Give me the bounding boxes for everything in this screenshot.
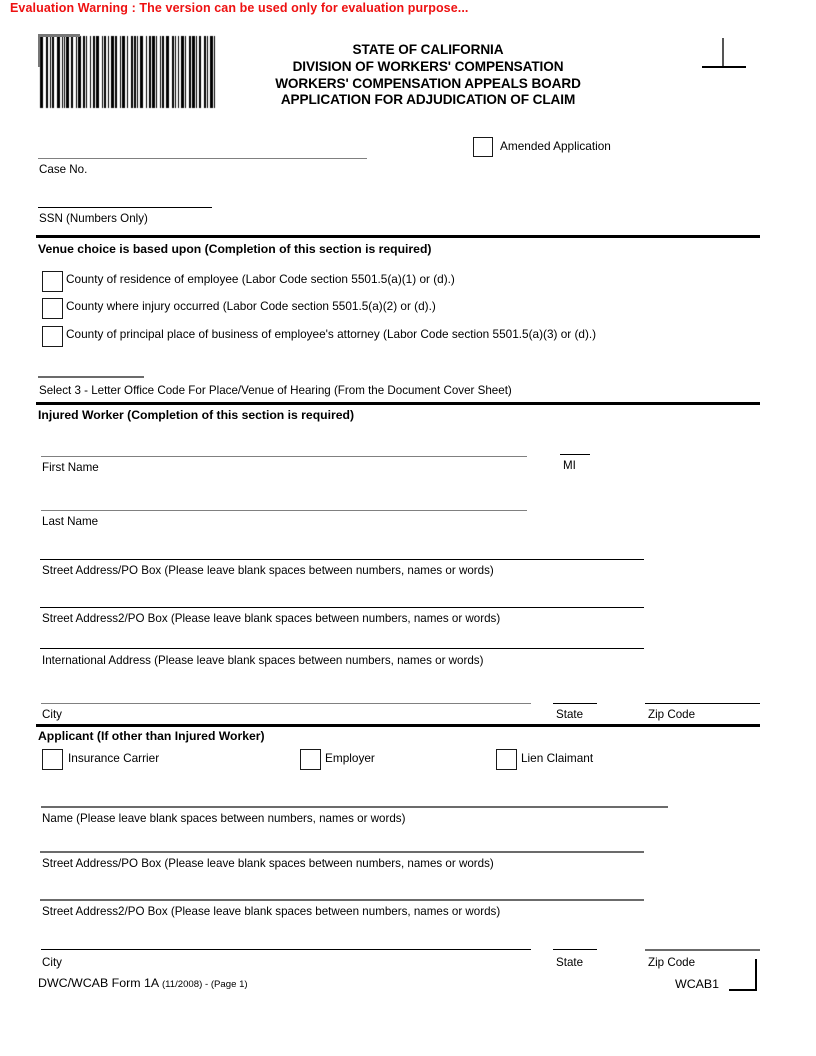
iw-street-address2-input-rule[interactable]: [40, 607, 644, 608]
section-title-injured-worker: Injured Worker (Completion of this section is required): [38, 408, 355, 422]
barcode-image: [38, 34, 220, 110]
applicant-street-address2-input-rule[interactable]: [40, 899, 644, 901]
label-iw-international-address: International Address (Please leave blank spaces between numbers, names or words): [42, 654, 484, 667]
checkbox-lien-claimant[interactable]: [496, 749, 517, 770]
footer-form-id-block: [38, 976, 248, 990]
section-divider-injured-worker: [36, 402, 760, 405]
label-office-code: Select 3 - Letter Office Code For Place/Venue of Hearing (From the Document Cover Sheet): [39, 384, 512, 397]
title-line-application: APPLICATION FOR ADJUDICATION OF CLAIM: [280, 92, 576, 108]
label-last-name: Last Name: [42, 515, 99, 528]
applicant-street-address2-value[interactable]: [42, 884, 638, 896]
page-title: [228, 42, 628, 109]
applicant-name-value[interactable]: [42, 790, 662, 802]
label-applicant-street-address: Street Address/PO Box (Please leave blank spaces between numbers, names or words): [42, 857, 494, 870]
iw-zip-value[interactable]: [647, 690, 757, 702]
iw-international-address-value[interactable]: [42, 632, 638, 644]
checkbox-insurance-carrier[interactable]: [42, 749, 63, 770]
office-code-input-rule[interactable]: [38, 376, 144, 378]
evaluation-warning-banner: Evaluation Warning : The version can be used only for evaluation purpose...: [10, 1, 469, 15]
mi-value[interactable]: [562, 440, 590, 452]
section-title-applicant: Applicant (If other than Injured Worker): [38, 729, 265, 743]
applicant-city-input-rule[interactable]: [41, 949, 531, 950]
label-applicant-city: City: [42, 956, 62, 969]
label-lien-claimant: Lien Claimant: [521, 751, 594, 765]
label-mi: MI: [563, 459, 576, 472]
first-name-input-rule[interactable]: [41, 456, 527, 457]
label-iw-street-address2: Street Address2/PO Box (Please leave blank spaces between numbers, names or words): [42, 612, 501, 625]
checkbox-venue-attorney[interactable]: [42, 326, 63, 347]
applicant-city-value[interactable]: [42, 934, 522, 946]
applicant-street-address-input-rule[interactable]: [40, 851, 644, 853]
label-employer: Employer: [325, 751, 375, 765]
title-line-board: WORKERS' COMPENSATION APPEALS BOARD: [275, 75, 581, 91]
iw-street-address-value[interactable]: [42, 543, 638, 555]
label-case-no: Case No.: [39, 163, 88, 176]
barcode-left-registration-mark: [38, 34, 40, 67]
iw-city-value[interactable]: [42, 690, 522, 702]
case-no-value[interactable]: [40, 143, 365, 155]
label-venue-residence: County of residence of employee (Labor Code section 5501.5(a)(1) or (d).): [66, 272, 455, 286]
label-iw-street-address: Street Address/PO Box (Please leave blank spaces between numbers, names or words): [42, 564, 494, 577]
iw-zip-input-rule[interactable]: [645, 703, 760, 704]
iw-street-address-input-rule[interactable]: [40, 559, 644, 560]
case-no-input-rule[interactable]: [38, 158, 367, 159]
applicant-name-input-rule[interactable]: [41, 806, 668, 808]
footer-revision: (11/2008) - (Page 1): [161, 979, 248, 990]
checkbox-venue-injury[interactable]: [42, 298, 63, 319]
label-applicant-state: State: [556, 956, 584, 969]
last-name-input-rule[interactable]: [41, 510, 527, 511]
label-iw-zip: Zip Code: [648, 708, 696, 721]
label-venue-injury: County where injury occurred (Labor Code section 5501.5(a)(2) or (d).): [66, 299, 436, 313]
label-iw-city: City: [42, 708, 62, 721]
barcode-top-registration-mark: [38, 34, 80, 37]
registration-mark-bottom-right-horizontal: [729, 989, 757, 991]
ssn-input-rule[interactable]: [38, 207, 212, 208]
checkbox-amended-application[interactable]: [473, 137, 493, 157]
label-ssn: SSN (Numbers Only): [39, 212, 148, 225]
applicant-state-value[interactable]: [555, 934, 595, 946]
label-venue-attorney: County of principal place of business of employee's attorney (Labor Code section 5501.5(a)(3) or (d).): [66, 327, 597, 341]
last-name-value[interactable]: [42, 494, 522, 506]
iw-street-address2-value[interactable]: [42, 591, 638, 603]
mi-input-rule[interactable]: [560, 454, 590, 455]
applicant-street-address-value[interactable]: [42, 836, 638, 848]
applicant-zip-value[interactable]: [647, 934, 757, 946]
registration-mark-top-right-vertical: [722, 38, 724, 67]
label-applicant-zip: Zip Code: [648, 956, 696, 969]
footer-form-id: DWC/WCAB Form 1A: [38, 976, 159, 990]
applicant-zip-input-rule[interactable]: [645, 949, 760, 951]
footer-form-code: WCAB1: [675, 977, 720, 991]
checkbox-venue-residence[interactable]: [42, 271, 63, 292]
section-divider-applicant: [36, 724, 760, 727]
label-amended-application: Amended Application: [500, 139, 611, 153]
label-first-name: First Name: [42, 461, 99, 474]
label-applicant-street-address2: Street Address2/PO Box (Please leave blank spaces between numbers, names or words): [42, 905, 501, 918]
label-iw-state: State: [556, 708, 584, 721]
section-title-venue: Venue choice is based upon (Completion of this section is required): [38, 242, 432, 256]
applicant-state-input-rule[interactable]: [553, 949, 597, 950]
ssn-value[interactable]: [40, 192, 210, 204]
registration-mark-top-right-horizontal: [702, 66, 746, 68]
checkbox-employer[interactable]: [300, 749, 321, 770]
registration-mark-bottom-right-vertical: [755, 959, 757, 991]
iw-international-address-input-rule[interactable]: [40, 648, 644, 649]
iw-state-value[interactable]: [555, 690, 595, 702]
title-line-state: STATE OF CALIFORNIA: [352, 42, 504, 57]
section-divider-venue: [36, 235, 760, 238]
iw-state-input-rule[interactable]: [553, 703, 597, 704]
first-name-value[interactable]: [42, 440, 522, 452]
title-line-division: DIVISION OF WORKERS' COMPENSATION: [292, 58, 564, 74]
iw-city-input-rule[interactable]: [41, 703, 531, 704]
label-insurance-carrier: Insurance Carrier: [68, 751, 160, 765]
label-applicant-name: Name (Please leave blank spaces between numbers, names or words): [42, 812, 406, 825]
office-code-value[interactable]: [40, 363, 140, 375]
